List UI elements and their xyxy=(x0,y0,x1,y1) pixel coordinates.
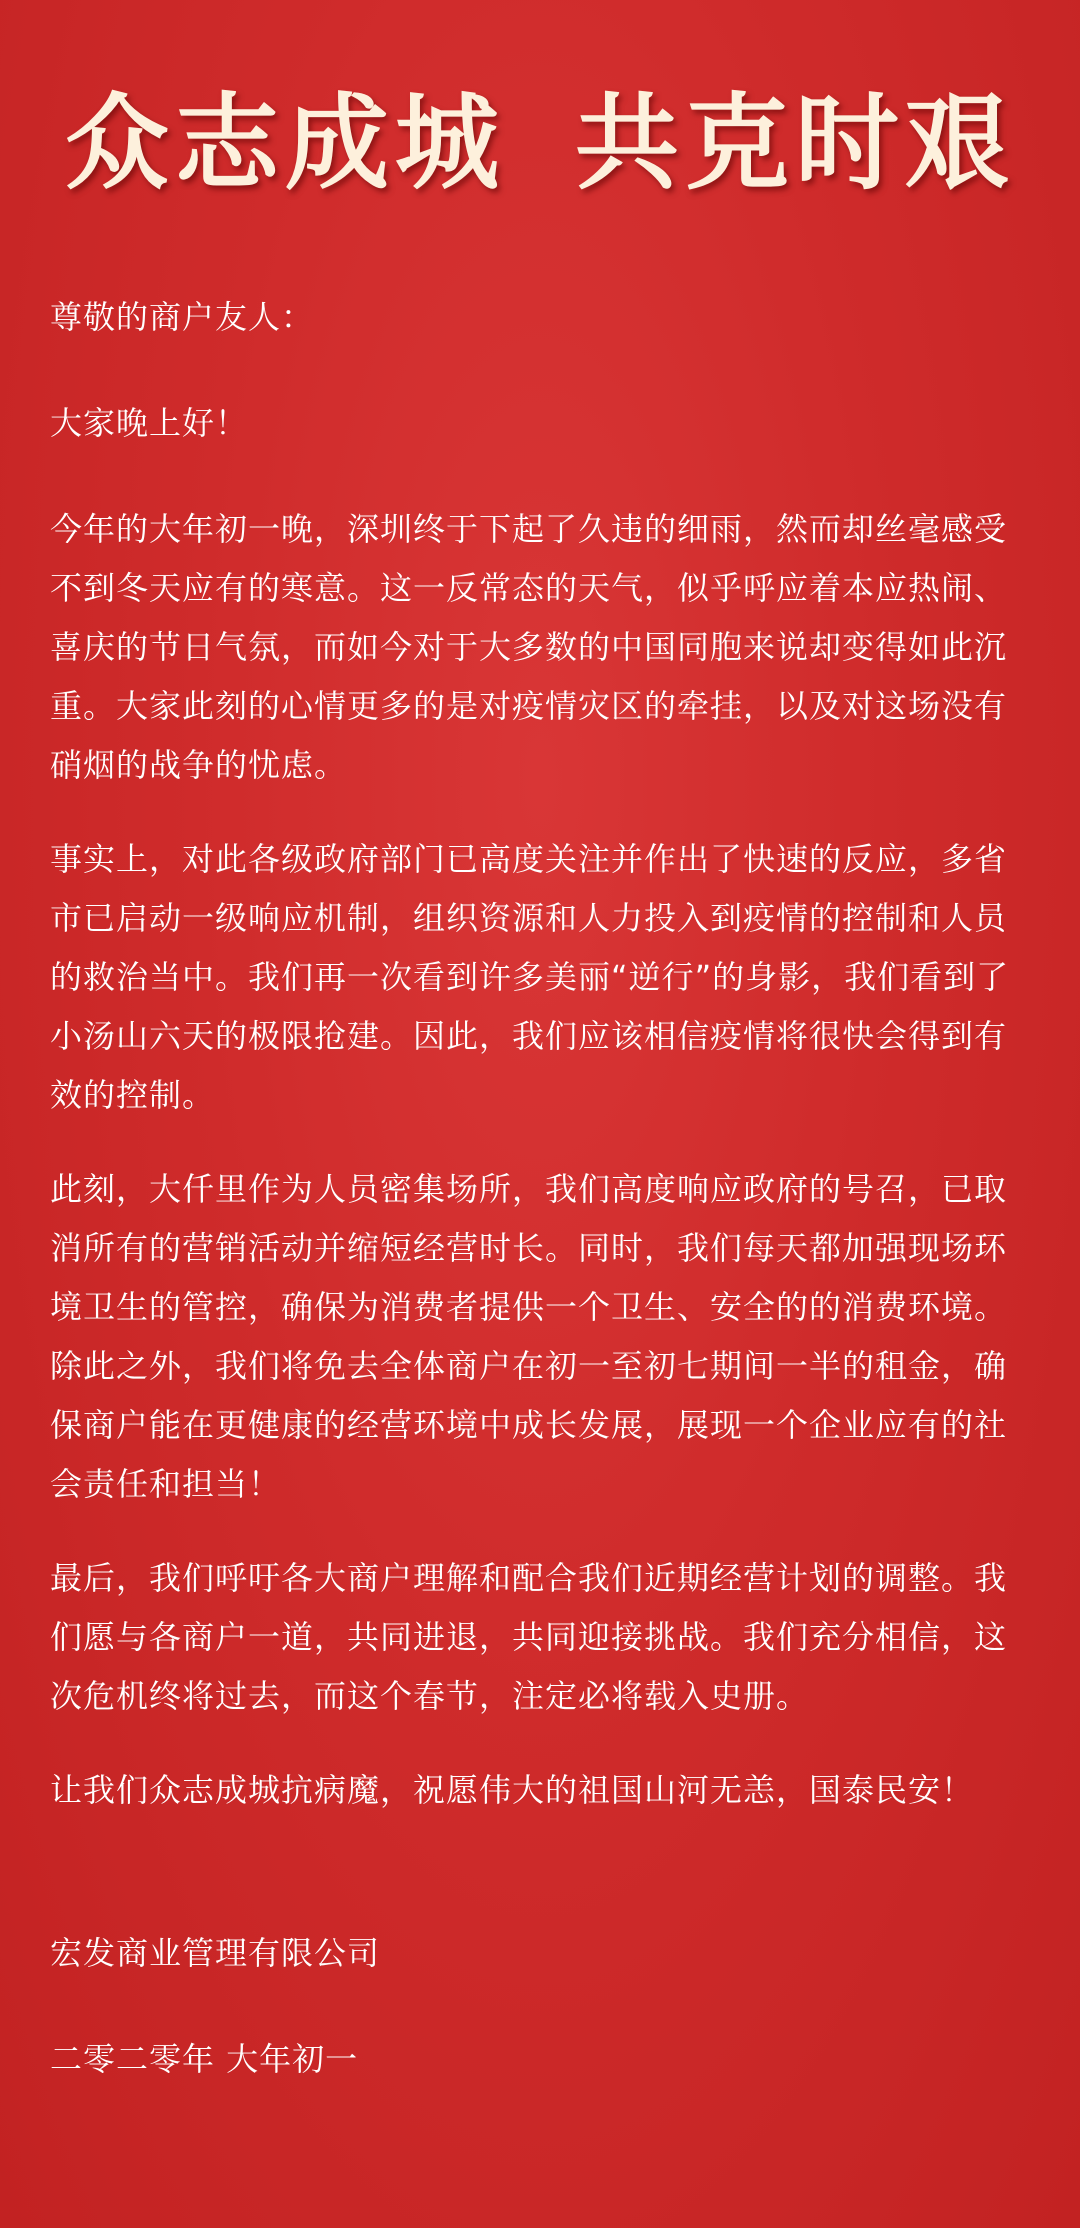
greeting: 大家晚上好！ xyxy=(50,404,249,442)
headline-part-2: 共克时艰 xyxy=(575,82,1016,204)
salutation: 尊敬的商户友人： xyxy=(50,298,315,336)
paragraph-1: 今年的大年初一晚，深圳终于下起了久违的细雨，然而却丝毫感受不到冬天应有的寒意。这一反常态的天气，似乎呼应着本应热闹、喜庆的节日气氛，而如今对于大多数的中国同胞来说却变得如此沉重。大家此刻的心情更多的是对疫情灾区的牵挂，以及对这场没有硝烟的战争的忧虑。 xyxy=(50,510,1008,784)
signature-company: 宏发商业管理有限公司 xyxy=(50,1934,381,1972)
headline xyxy=(0,78,1080,208)
paragraph-3: 此刻，大仟里作为人员密集场所，我们高度响应政府的号召，已取消所有的营销活动并缩短经营时长。同时，我们每天都加强现场环境卫生的管控，确保为消费者提供一个卫生、安全的的消费环境。除此之外，我们将免去全体商户在初一至初七期间一半的租金，确保商户能在更健康的经营环境中成长发展，展现一个企业应有的社会责任和担当！ xyxy=(50,1170,1008,1503)
paragraph-5: 让我们众志成城抗病魔，祝愿伟大的祖国山河无恙，国泰民安！ xyxy=(50,1771,975,1809)
letter-body xyxy=(50,288,1035,2089)
paragraph-2: 事实上，对此各级政府部门已高度关注并作出了快速的反应，多省市已启动一级响应机制，组织资源和人力投入到疫情的控制和人员的救治当中。我们再一次看到许多美丽“逆行”的身影，我们看到了小汤山六天的极限抢建。因此，我们应该相信疫情将很快会得到有效的控制。 xyxy=(50,840,1010,1114)
paragraph-4: 最后，我们呼吁各大商户理解和配合我们近期经营计划的调整。我们愿与各商户一道，共同进退，共同迎接挑战。我们充分相信，这次危机终将过去，而这个春节，注定必将载入史册。 xyxy=(50,1559,1008,1715)
signature-date: 二零二零年 大年初一 xyxy=(50,2040,359,2078)
headline-part-1: 众志成城 xyxy=(64,82,505,204)
